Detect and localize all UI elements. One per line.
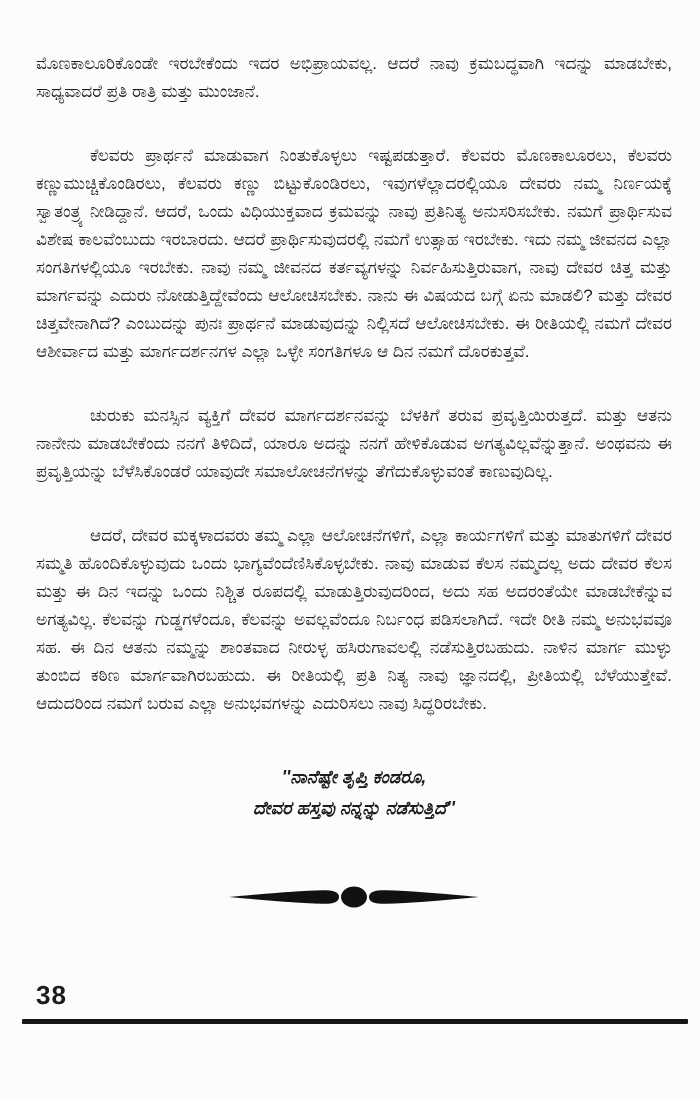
paragraph: ಕೆಲವರು ಪ್ರಾರ್ಥನೆ ಮಾಡುವಾಗ ನಿಂತುಕೊಳ್ಳಲು ಇಷ್ಟಪಡುತ್ತಾರೆ. ಕೆಲವರು ಮೊಣಕಾಲೂರಲು, ಕೆಲವರು ಕಣ್ಣುಮುಚ್ಚಿಕೊಂಡಿರಲು, ಕೆಲವರು ಕಣ್ಣು ಬಿಟ್ಟುಕೊಂಡಿರಲು, ಇವುಗಳೆಲ್ಲಾದರಲ್ಲಿಯೂ ದೇವರು ನಮ್ಮ ನಿರ್ಣಯಕ್ಕೆ ಸ್ವಾತಂತ್ರ್ಯ ನೀಡಿದ್ದಾನೆ. ಆದರೆ, ಒಂದು ವಿಧಿಯುಕ್ತವಾದ ಕ್ರಮವನ್ನು ನಾವು ಪ್ರತಿನಿತ್ಯ ಅನುಸರಿಸಬೇಕು. ನಮಗೆ ಪ್ರಾರ್ಥಿಸುವ ವಿಶೇಷ ಕಾಲವೆಂಬುದು ಇರಬಾರದು. ಆದರೆ ಪ್ರಾರ್ಥಿಸುವುದರಲ್ಲಿ ನಮಗೆ ಉತ್ಸಾಹ ಇರಬೇಕು. ಇದು ನಮ್ಮ ಜೀವನದ ಎಲ್ಲಾ ಸಂಗತಿಗಳಲ್ಲಿಯೂ ಇರಬೇಕು. ನಾವು ನಮ್ಮ ಜೀವನದ ಕರ್ತವ್ಯಗಳನ್ನು ನಿರ್ವಹಿಸುತ್ತಿರುವಾಗ, ನಾವು ದೇವರ ಚಿತ್ತ ಮತ್ತು ಮಾರ್ಗವನ್ನು ಎದುರು ನೋಡುತ್ತಿದ್ದೇವೆಂದು ಆಲೋಚಿಸಬೇಕು. ನಾನು ಈ ವಿಷಯದ ಬಗ್ಗೆ ಏನು ಮಾಡಲಿ? ಮತ್ತು ದೇವರ ಚಿತ್ತವೇನಾಗಿದೆ? ಎಂಬುದನ್ನು ಪುನಃ ಪ್ರಾರ್ಥನೆ ಮಾಡುವುದನ್ನು ನಿಲ್ಲಿಸದೆ ಆಲೋಚಿಸಬೇಕು. ಈ ರೀತಿಯಲ್ಲಿ ನಮಗೆ ದೇವರ ಆಶೀರ್ವಾದ ಮತ್ತು ಮಾರ್ಗದರ್ಶನಗಳ ಎಲ್ಲಾ ಒಳ್ಳೇ ಸಂಗತಿಗಳೂ ಆ ದಿನ ನಮಗೆ ದೊರಕುತ್ತವೆ. bbox=[36, 146, 672, 361]
page-number: 38 bbox=[36, 980, 67, 1010]
quote-line: ''ನಾನೆಷ್ಟೇ ತೃಪ್ತಿ ಕಂಡರೂ, bbox=[281, 767, 427, 787]
quote-line: ದೇವರ ಹಸ್ತವು ನನ್ನನ್ನು ನಡೆಸುತ್ತಿದೆ'' bbox=[253, 798, 455, 818]
page-body-text bbox=[36, 50, 672, 910]
paragraph: ಚುರುಕು ಮನಸ್ಸಿನ ವ್ಯಕ್ತಿಗೆ ದೇವರ ಮಾರ್ಗದರ್ಶನವನ್ನು ಬೆಳಕಿಗೆ ತರುವ ಪ್ರವೃತ್ತಿಯಿರುತ್ತದೆ. ಮತ್ತು ಆತನು ನಾನೇನು ಮಾಡಬೇಕೆಂದು ನನಗೆ ತಿಳಿದಿದೆ, ಯಾರೂ ಅದನ್ನು ನನಗೆ ಹೇಳಿಕೊಡುವ ಅಗತ್ಯವಿಲ್ಲವೆನ್ನುತ್ತಾನೆ. ಅಂಥವನು ಈ ಪ್ರವೃತ್ತಿಯನ್ನು ಬೆಳೆಸಿಕೊಂಡರೆ ಯಾವುದೇ ಸಮಾಲೋಚನೆಗಳನ್ನು ತೆಗೆದುಕೊಳ್ಳುವಂತೆ ಕಾಣುವುದಿಲ್ಲ. bbox=[36, 406, 672, 481]
paragraph: ಆದರೆ, ದೇವರ ಮಕ್ಕಳಾದವರು ತಮ್ಮ ಎಲ್ಲಾ ಆಲೋಚನೆಗಳಿಗೆ, ಎಲ್ಲಾ ಕಾರ್ಯಗಳಿಗೆ ಮತ್ತು ಮಾತುಗಳಿಗೆ ದೇವರ ಸಮ್ಮತಿ ಹೊಂದಿಕೊಳ್ಳುವುದು ಒಂದು ಭಾಗ್ಯವೆಂದೆಣಿಸಿಕೊಳ್ಳಬೇಕು. ನಾವು ಮಾಡುವ ಕೆಲಸ ನಮ್ಮದಲ್ಲ ಅದು ದೇವರ ಕೆಲಸ ಮತ್ತು ಈ ದಿನ ಇದನ್ನು ಒಂದು ನಿಶ್ಚಿತ ರೂಪದಲ್ಲಿ ಮಾಡುತ್ತಿರುವುದರಿಂದ, ಅದು ಸಹ ಅದರಂತೆಯೇ ಮಾಡಬೇಕೆನ್ನುವ ಅಗತ್ಯವಿಲ್ಲ. ಕೆಲವನ್ನು ಗುಡ್ಡಗಳೆಂದೂ, ಕೆಲವನ್ನು ಅವಲ್ಲವೆಂದೂ ನಿರ್ಬಂಧ ಪಡಿಸಲಾಗಿದೆ. ಇದೇ ರೀತಿ ನಮ್ಮ ಅನುಭವವೂ ಸಹ. ಈ ದಿನ ಆತನು ನಮ್ಮನ್ನು ಶಾಂತವಾದ ನೀರುಳ್ಳ ಹಸಿರುಗಾವಲಲ್ಲಿ ನಡೆಸುತ್ತಿರಬಹುದು. ನಾಳಿನ ಮಾರ್ಗ ಮುಳ್ಳು ತುಂಬಿದ ಕಠಿಣ ಮಾರ್ಗವಾಗಿರಬಹುದು. ಈ ರೀತಿಯಲ್ಲಿ ಪ್ರತಿ ನಿತ್ಯ ನಾವು ಜ್ಞಾನದಲ್ಲಿ, ಪ್ರೀತಿಯಲ್ಲಿ ಬೆಳೆಯುತ್ತೇವೆ. ಆದುದರಿಂದ ನಮಗೆ ಬರುವ ಎಲ್ಲಾ ಅನುಭವಗಳನ್ನು ಎದುರಿಸಲು ನಾವು ಸಿದ್ಧರಿರಬೇಕು. bbox=[36, 526, 672, 713]
divider-ornament-icon bbox=[36, 882, 672, 910]
paragraph-continuation: ಮೊಣಕಾಲೂರಿಕೊಂಡೇ ಇರಬೇಕೆಂದು ಇದರ ಅಭಿಪ್ರಾಯವಲ್ಲ. ಆದರೆ ನಾವು ಕ್ರಮಬದ್ಧವಾಗಿ ಇದನ್ನು ಮಾಡಬೇಕು, ಸಾಧ್ಯವಾದರೆ ಪ್ರತಿ ರಾತ್ರಿ ಮತ್ತು ಮುಂಜಾನೆ. bbox=[36, 54, 672, 101]
closing-quote bbox=[36, 762, 672, 824]
footer-rule bbox=[22, 1019, 688, 1024]
